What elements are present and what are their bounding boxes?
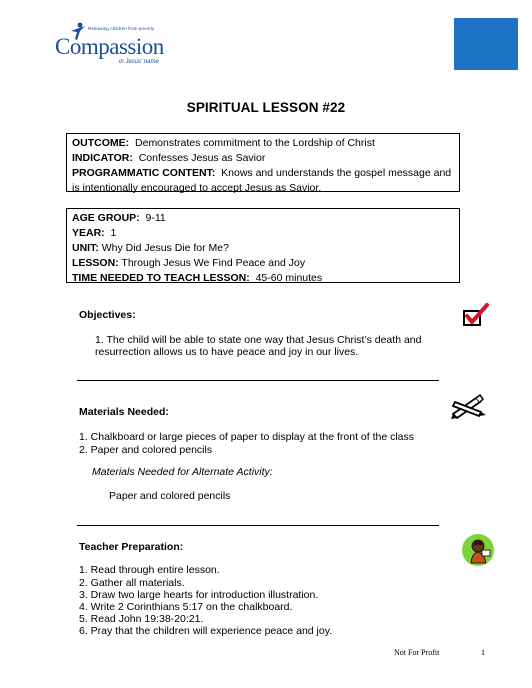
time-label: TIME NEEDED TO TEACH LESSON:: [72, 272, 250, 284]
blue-corner-tab: [454, 18, 518, 70]
teacher-icon: [461, 533, 495, 567]
content-value-1: Knows and understands the gospel message and: [221, 167, 452, 179]
indicator-value: Confesses Jesus as Savior: [138, 152, 266, 164]
prep-heading: Teacher Preparation:: [79, 541, 184, 553]
age-row: [72, 211, 454, 226]
prep-item-1: 1. Read through entire lesson.: [79, 564, 220, 576]
lesson-label: LESSON:: [72, 257, 119, 269]
page-number: 1: [481, 648, 485, 657]
objective-line-2: resurrection allows us to have peace and joy in our lives.: [95, 346, 359, 358]
divider-2: [77, 525, 439, 526]
time-row: [72, 271, 454, 286]
footer-note: Not For Profit: [394, 648, 440, 657]
indicator-row: [72, 151, 454, 166]
unit-label: UNIT:: [72, 242, 99, 254]
outcome-box: [66, 133, 460, 192]
prep-item-4: 4. Write 2 Corinthians 5:17 on the chalkboard.: [79, 601, 293, 613]
year-label: YEAR:: [72, 227, 105, 239]
lesson-row: [72, 256, 454, 271]
prep-item-3: 3. Draw two large hearts for introduction illustration.: [79, 589, 319, 601]
prep-item-6: 6. Pray that the children will experience peace and joy.: [79, 625, 333, 637]
outcome-row: [72, 136, 454, 151]
compassion-logo: [55, 22, 165, 70]
logo-tagline: Releasing children from poverty: [88, 26, 155, 31]
logo-subtitle: in Jesus' name: [119, 59, 159, 65]
age-label: AGE GROUP:: [72, 212, 140, 224]
year-value: 1: [110, 227, 117, 239]
divider-1: [77, 380, 439, 381]
time-value: 45-60 minutes: [255, 272, 323, 284]
logo-wordmark: Compassion: [55, 34, 164, 59]
prep-item-2: 2. Gather all materials.: [79, 577, 185, 589]
prep-item-5: 5. Read John 19:38-20:21.: [79, 613, 204, 625]
outcome-value: Demonstrates commitment to the Lordship of Christ: [135, 137, 375, 149]
material-item-1: 1. Chalkboard or large pieces of paper to display at the front of the class: [79, 431, 415, 443]
materials-heading: Materials Needed:: [79, 406, 169, 418]
checkbox-icon: [462, 303, 490, 329]
alt-material-item: Paper and colored pencils: [109, 490, 231, 502]
lesson-value: Through Jesus We Find Peace and Joy: [121, 257, 306, 269]
indicator-label: INDICATOR:: [72, 152, 133, 164]
unit-value: Why Did Jesus Die for Me?: [101, 242, 229, 254]
unit-row: [72, 241, 454, 256]
material-item-2: 2. Paper and colored pencils: [79, 444, 213, 456]
alt-materials-heading: Materials Needed for Alternate Activity:: [92, 466, 273, 478]
age-value: 9-11: [145, 212, 166, 224]
content-value-2: is intentionally encouraged to accept Jesus as Savior.: [72, 182, 322, 194]
page-title: SPIRITUAL LESSON #22: [186, 100, 346, 115]
content-row: [72, 166, 454, 181]
pencils-icon: [450, 392, 488, 420]
outcome-label: OUTCOME:: [72, 137, 130, 149]
year-row: [72, 226, 454, 241]
objectives-heading: Objectives:: [79, 309, 136, 321]
content-label: PROGRAMMATIC CONTENT:: [72, 167, 216, 179]
lesson-info-box: [66, 208, 460, 283]
objective-line-1: 1. The child will be able to state one way that Jesus Christ’s death and: [95, 334, 422, 346]
